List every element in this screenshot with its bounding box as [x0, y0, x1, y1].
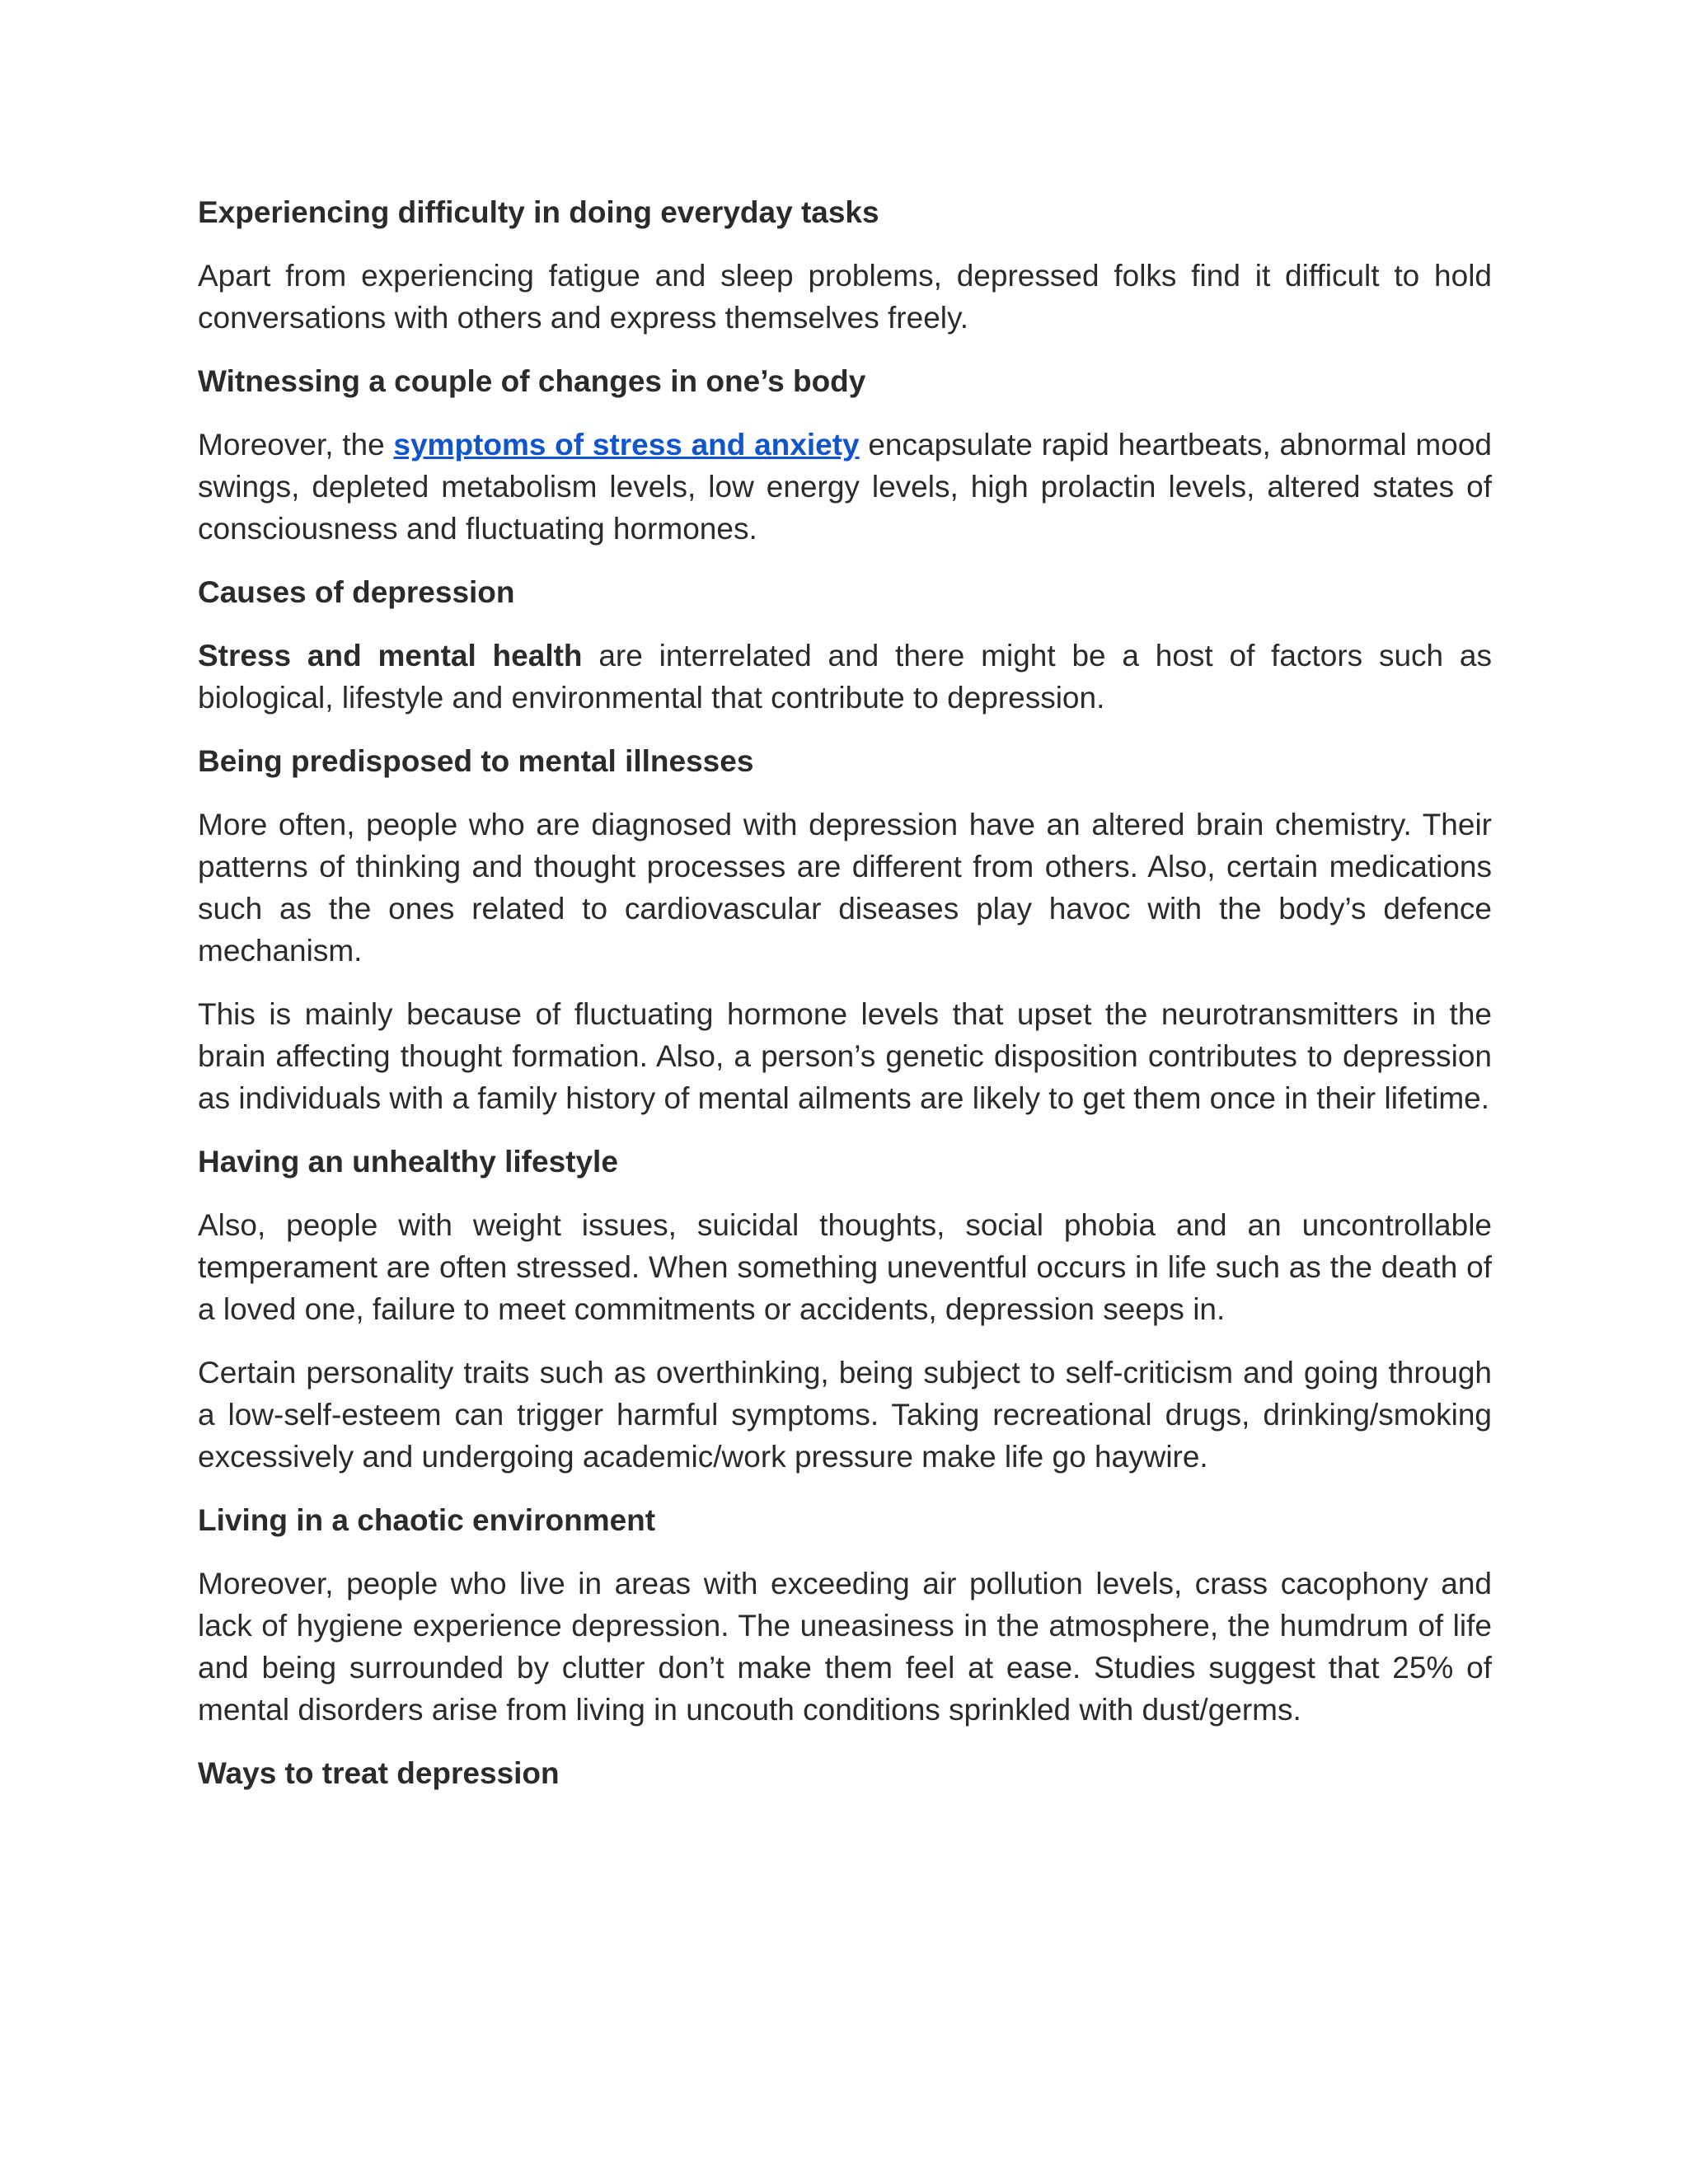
paragraph-text-after-link: encapsulate rapid heartbeats, abnormal mood swings, depleted metabolism levels, low energy levels, high prolactin levels, altered states of consciousness and fluctuating hormones.: [198, 428, 1492, 546]
paragraph-text-before-link: Moreover, the: [198, 428, 394, 462]
section-paragraph-with-bold: [198, 635, 1492, 719]
section-paragraph: Also, people with weight issues, suicidal thoughts, social phobia and an uncontrollable temperament are often stressed. When something uneventful occurs in life such as the death of a loved one, failure to meet commitments or accidents, depression seeps in.: [198, 1208, 1492, 1326]
section-heading: Having an unhealthy lifestyle: [198, 1145, 618, 1179]
paragraph-text: are interrelated and there might be a host of factors such as biological, lifestyle and environmental that contribute to depression.: [198, 639, 1493, 715]
section-paragraph: Apart from experiencing fatigue and sleep problems, depressed folks find it difficult to hold conversations with others and express themselves freely.: [198, 259, 1492, 335]
bold-phrase: Stress and mental health: [198, 639, 583, 673]
section-heading: Ways to treat depression: [198, 1756, 560, 1790]
symptoms-link[interactable]: symptoms of stress and anxiety: [393, 428, 860, 462]
document-page: [198, 191, 1492, 1816]
section-paragraph-with-link: [198, 424, 1492, 550]
section-paragraph: Certain personality traits such as overthinking, being subject to self-criticism and going through a low-self-esteem can trigger harmful symptoms. Taking recreational drugs, drinking/smoking excessively and undergoing academic/work pressure make life go haywire.: [198, 1356, 1492, 1474]
section-heading: Being predisposed to mental illnesses: [198, 744, 754, 778]
section-heading: Living in a chaotic environment: [198, 1503, 656, 1537]
section-heading: Experiencing difficulty in doing everyday tasks: [198, 195, 879, 229]
section-paragraph: Moreover, people who live in areas with exceeding air pollution levels, crass cacophony and lack of hygiene experience depression. The uneasiness in the atmosphere, the humdrum of life and being surrounded by clutter don’t make them feel at ease. Studies suggest that 25% of mental disorders arise from living in uncouth conditions sprinkled with dust/germs.: [198, 1567, 1492, 1727]
section-heading: Witnessing a couple of changes in one’s body: [198, 364, 866, 398]
section-paragraph: This is mainly because of fluctuating hormone levels that upset the neurotransmitters in the brain affecting thought formation. Also, a person’s genetic disposition contributes to depression as individuals with a family history of mental ailments are likely to get them once in their lifetime.: [198, 997, 1492, 1115]
section-heading: Causes of depression: [198, 575, 515, 609]
section-paragraph: More often, people who are diagnosed with depression have an altered brain chemistry. Their patterns of thinking and thought processes are different from others. Also, certain medications such as the ones related to cardiovascular diseases play havoc with the body’s defence mechanism.: [198, 808, 1492, 968]
